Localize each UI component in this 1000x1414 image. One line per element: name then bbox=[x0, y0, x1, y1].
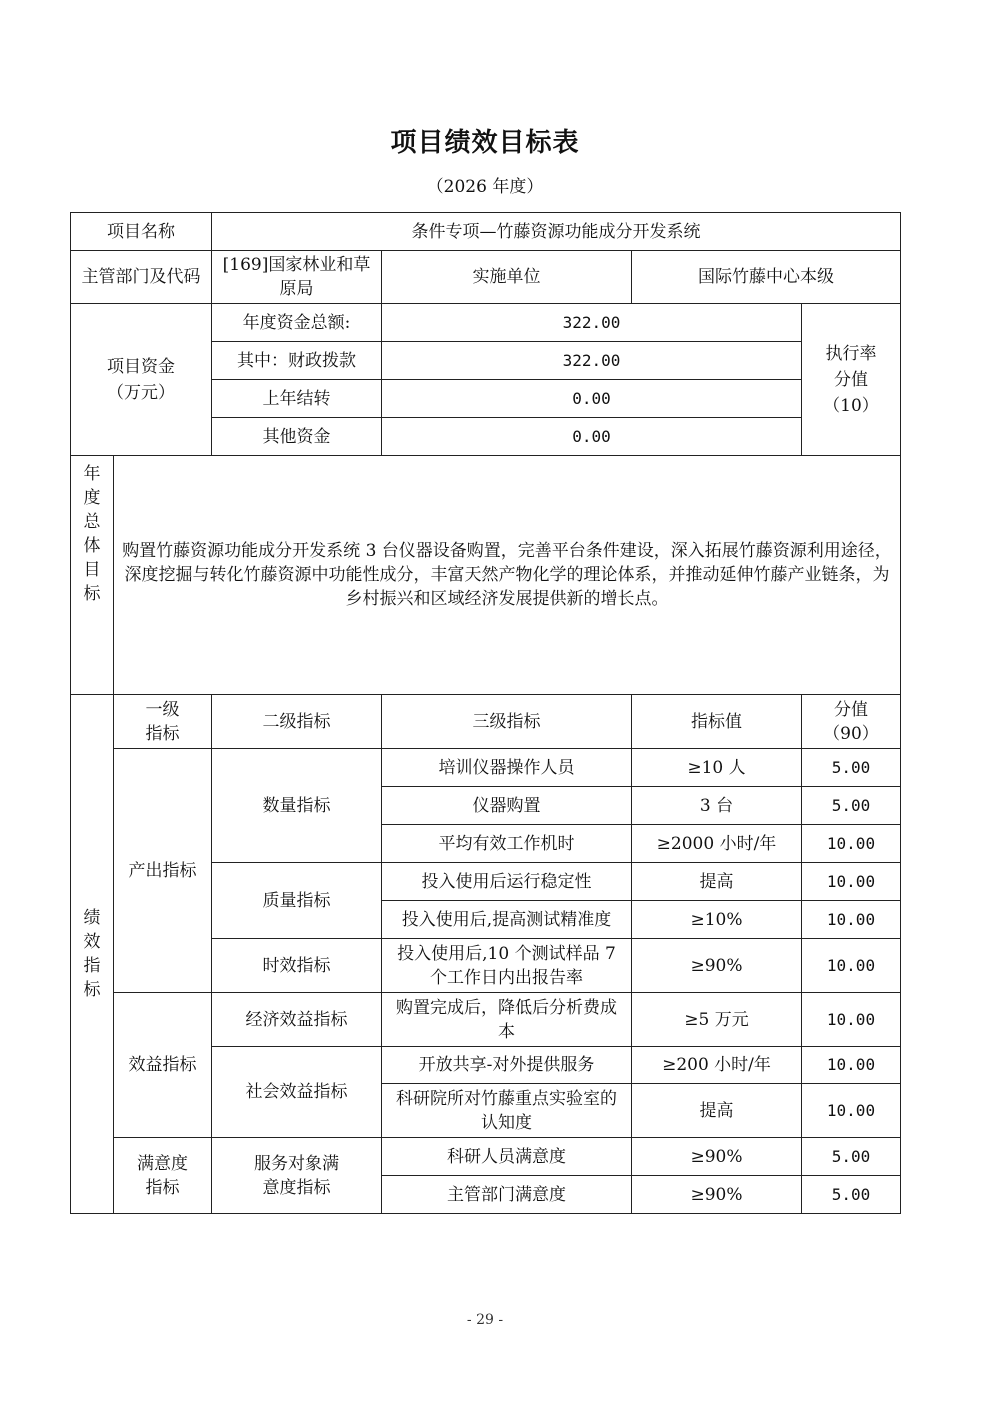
page-title: 项目绩效目标表 bbox=[390, 128, 580, 158]
indicator-value: ≥90% bbox=[632, 939, 802, 993]
goal-text: 购置竹藤资源功能成分开发系统 3 台仪器设备购置，完善平台条件建设，深入拓展竹藤资源利用途径，深度挖掘与转化竹藤资源中功能性成分，丰富天然产物化学的理论体系，并推动延伸竹藤产业链条，为乡村振兴和区域经济发展提供新的增长点。 bbox=[114, 456, 901, 695]
funds-total-value: 322.00 bbox=[382, 304, 802, 342]
header-value: 指标值 bbox=[632, 695, 802, 749]
funds-total-label: 年度资金总额: bbox=[212, 304, 382, 342]
performance-table bbox=[70, 212, 901, 1214]
header-score: 分值（90） bbox=[802, 695, 901, 749]
header-level1: 一级指标 bbox=[114, 695, 212, 749]
project-name-label: 项目名称 bbox=[71, 213, 212, 251]
indicator-name: 开放共享-对外提供服务 bbox=[382, 1047, 632, 1084]
economic-label: 经济效益指标 bbox=[212, 993, 382, 1047]
indicator-score: 10.00 bbox=[802, 993, 901, 1047]
indicator-name: 购置完成后，降低后分析费成本 bbox=[382, 993, 632, 1047]
funds-fiscal-label: 其中：财政拨款 bbox=[212, 342, 382, 380]
perf-label bbox=[71, 695, 114, 1214]
dept-value: [169]国家林业和草原局 bbox=[212, 251, 382, 304]
header-level3: 三级指标 bbox=[382, 695, 632, 749]
indicator-value: ≥90% bbox=[632, 1176, 802, 1214]
indicator-value: 3 台 bbox=[632, 787, 802, 825]
indicator-score: 5.00 bbox=[802, 1138, 901, 1176]
funds-label-text: 项目资金（万元） bbox=[107, 356, 175, 403]
rate-score-label bbox=[802, 304, 901, 456]
indicator-value: 提高 bbox=[632, 1084, 802, 1138]
dept-label: 主管部门及代码 bbox=[71, 251, 212, 304]
indicator-score: 10.00 bbox=[802, 939, 901, 993]
funds-label bbox=[71, 304, 212, 456]
indicator-name: 主管部门满意度 bbox=[382, 1176, 632, 1214]
funds-other-label: 其他资金 bbox=[212, 418, 382, 456]
indicator-score: 5.00 bbox=[802, 787, 901, 825]
project-name-value: 条件专项—竹藤资源功能成分开发系统 bbox=[212, 213, 901, 251]
indicator-score: 5.00 bbox=[802, 1176, 901, 1214]
indicator-score: 10.00 bbox=[802, 825, 901, 863]
service-satisfaction-label: 服务对象满意度指标 bbox=[212, 1138, 382, 1214]
year-subtitle: （2026 年度） bbox=[426, 177, 544, 197]
indicator-value: ≥90% bbox=[632, 1138, 802, 1176]
indicator-score: 10.00 bbox=[802, 863, 901, 901]
goal-label bbox=[71, 456, 114, 695]
funds-carryover-label: 上年结转 bbox=[212, 380, 382, 418]
social-label: 社会效益指标 bbox=[212, 1047, 382, 1138]
indicator-score: 5.00 bbox=[802, 749, 901, 787]
output-label: 产出指标 bbox=[114, 749, 212, 993]
timeliness-label: 时效指标 bbox=[212, 939, 382, 993]
indicator-value: ≥5 万元 bbox=[632, 993, 802, 1047]
funds-other-value: 0.00 bbox=[382, 418, 802, 456]
indicator-value: ≥2000 小时/年 bbox=[632, 825, 802, 863]
indicator-value: ≥200 小时/年 bbox=[632, 1047, 802, 1084]
satisfaction-label: 满意度指标 bbox=[114, 1138, 212, 1214]
unit-value: 国际竹藤中心本级 bbox=[632, 251, 901, 304]
indicator-value: ≥10 人 bbox=[632, 749, 802, 787]
indicator-name: 科研人员满意度 bbox=[382, 1138, 632, 1176]
header-level2: 二级指标 bbox=[212, 695, 382, 749]
indicator-name: 投入使用后,提高测试精准度 bbox=[382, 901, 632, 939]
page-number: - 29 - bbox=[466, 1312, 504, 1328]
funds-fiscal-value: 322.00 bbox=[382, 342, 802, 380]
unit-label: 实施单位 bbox=[382, 251, 632, 304]
indicator-value: 提高 bbox=[632, 863, 802, 901]
indicator-name: 仪器购置 bbox=[382, 787, 632, 825]
indicator-score: 10.00 bbox=[802, 901, 901, 939]
funds-carryover-value: 0.00 bbox=[382, 380, 802, 418]
indicator-name: 平均有效工作机时 bbox=[382, 825, 632, 863]
quantity-label: 数量指标 bbox=[212, 749, 382, 863]
benefit-label: 效益指标 bbox=[114, 993, 212, 1138]
rate-score-text: 执行率分值（10） bbox=[823, 343, 879, 416]
perf-label-text: 绩效指标 bbox=[83, 908, 101, 1000]
indicator-value: ≥10% bbox=[632, 901, 802, 939]
indicator-score: 10.00 bbox=[802, 1047, 901, 1084]
indicator-name: 投入使用后,10 个测试样品 7 个工作日内出报告率 bbox=[382, 939, 632, 993]
indicator-score: 10.00 bbox=[802, 1084, 901, 1138]
indicator-name: 投入使用后运行稳定性 bbox=[382, 863, 632, 901]
quality-label: 质量指标 bbox=[212, 863, 382, 939]
indicator-name: 科研院所对竹藤重点实验室的认知度 bbox=[382, 1084, 632, 1138]
goal-label-text: 年度总体目标 bbox=[83, 464, 101, 604]
indicator-name: 培训仪器操作人员 bbox=[382, 749, 632, 787]
